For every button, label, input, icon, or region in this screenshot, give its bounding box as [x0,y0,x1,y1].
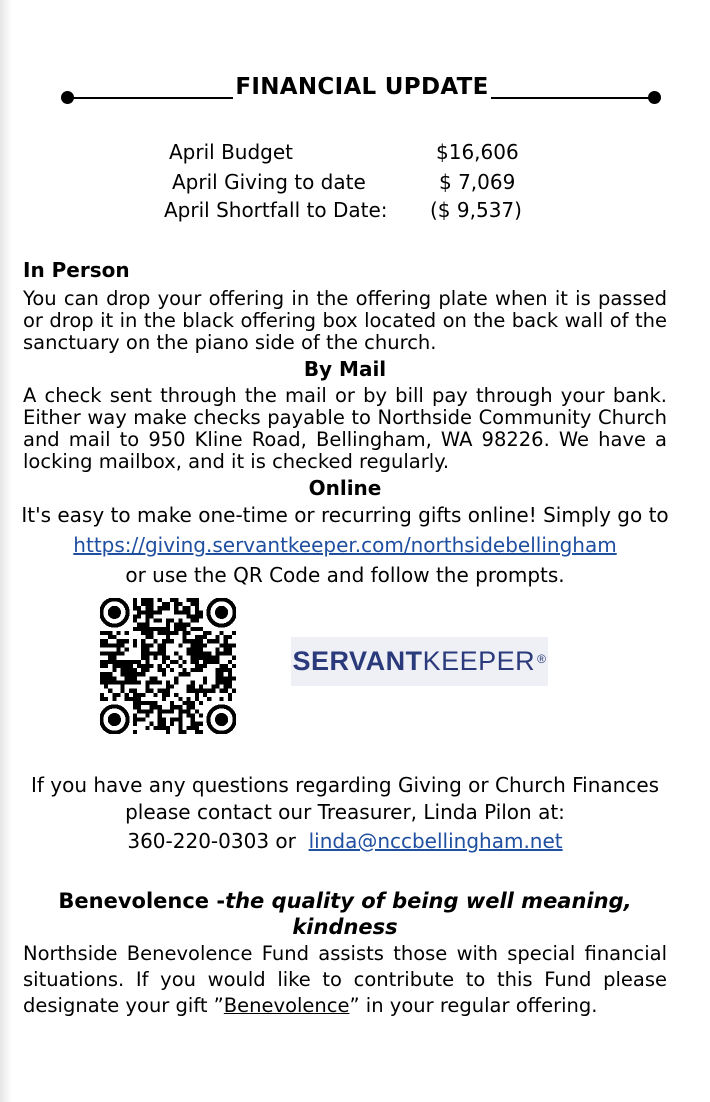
budget-amount: $ 7,069 [439,170,516,194]
contact-line-2: please contact our Treasurer, Linda Pilon at: [125,800,565,824]
budget-label: April Shortfall to Date: [164,198,388,222]
online-heading: Online [308,476,382,500]
benevolence-tagline-line-2 [0,915,690,939]
contact-line-1: If you have any questions regarding Giving or Church Finances [30,773,660,797]
giving-url-link[interactable]: https://giving.servantkeeper.com/northsidebellingham [73,533,617,557]
in-person-body: You can drop your offering in the offering plate when it is passed or drop it in the black offering box located on the back wall of the sanctuary on the piano side of the church. [23,287,667,354]
by-mail-body: A check sent through the mail or by bill pay through your bank. Either way make checks payable to Northside Community Church and mail to 950 Kline Road, Bellingham, WA 98226. We have a locking mailbox, and it is checked regularly. [23,384,667,473]
benevolence-tagline-1: the quality of being well meaning, [225,889,632,913]
benevolence-designation: Benevolence [223,994,350,1017]
in-person-heading: In Person [23,258,130,282]
page-title: FINANCIAL UPDATE [235,74,489,100]
benevolence-tagline-2: kindness [292,915,398,939]
benevolence-body [23,941,667,1019]
benevolence-body-end: ” in your regular offering. [349,994,598,1017]
online-intro: It's easy to make one-time or recurring gifts online! Simply go to [21,503,669,527]
benevolence-body-text: Northside Benevolence Fund assists those with special financial situations. If you would like to contribute to this Fund please designate your gift ” [23,942,667,1017]
benevolence-heading: Benevolence [58,889,210,913]
benevolence-dash: - [209,889,226,913]
benevolence-heading-line [0,889,690,913]
logo-word-keeper: KEEPER [422,646,536,676]
qr-code-image[interactable] [100,598,236,734]
by-mail-heading: By Mail [303,357,387,381]
budget-label: April Giving to date [172,170,366,194]
logo-word-servant: SERVANT [292,646,423,676]
logo-registered-mark: ® [537,651,547,666]
contact-line-3 [0,829,690,853]
treasurer-phone: 360-220-0303 or [127,829,296,853]
budget-label: April Budget [169,140,294,164]
budget-amount: $16,606 [436,140,519,164]
treasurer-email-link[interactable]: linda@nccbellingham.net [308,829,563,853]
online-link-line [0,533,690,557]
online-qr-instruction: or use the QR Code and follow the prompts. [125,563,565,587]
budget-amount: ($ 9,537) [430,198,522,222]
servantkeeper-logo [291,637,548,686]
